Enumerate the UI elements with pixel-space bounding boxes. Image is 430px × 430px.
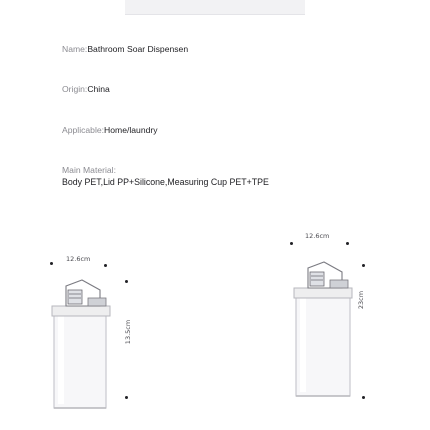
large-dispenser-image xyxy=(290,252,362,402)
small-width-dot-left xyxy=(50,262,53,265)
small-height-dot-top xyxy=(125,280,128,283)
small-height-label: 13.5cm xyxy=(124,319,133,345)
top-image-strip xyxy=(125,0,305,15)
spec-origin-value: China xyxy=(87,84,110,94)
large-height-dot-bottom xyxy=(362,396,365,399)
spec-name-value: Bathroom Soar Dispensen xyxy=(87,44,189,54)
small-lid xyxy=(52,306,110,316)
large-cup xyxy=(330,280,348,288)
spec-name xyxy=(62,44,188,55)
large-width-dot-left xyxy=(290,242,293,245)
large-pump-label xyxy=(310,272,324,286)
spec-name-key: Name: xyxy=(62,44,88,54)
small-bottle-highlight xyxy=(58,316,64,404)
spec-origin-key: Origin: xyxy=(62,84,88,94)
large-height-label: 23cm xyxy=(357,290,366,310)
spec-applicable-value: Home/laundry xyxy=(104,125,158,135)
small-width-label: 12.6cm xyxy=(66,255,91,263)
small-height-dot-bottom xyxy=(125,396,128,399)
small-pump-label xyxy=(68,290,82,304)
large-height-dot-top xyxy=(362,264,365,267)
large-width-label: 12.6cm xyxy=(305,232,330,240)
spec-applicable xyxy=(62,125,158,136)
large-lid xyxy=(294,288,352,298)
large-bottle-highlight xyxy=(300,296,306,392)
spec-applicable-key: Applicable: xyxy=(62,125,105,135)
large-width-dot-right xyxy=(346,242,349,245)
spec-material-key: Main Material: xyxy=(62,165,116,175)
small-width-dot-right xyxy=(104,264,107,267)
small-dispenser-image xyxy=(50,272,124,410)
spec-origin xyxy=(62,84,110,95)
small-cup xyxy=(88,298,106,306)
spec-material-value: Body PET,Lid PP+Silicone,Measuring Cup PET+TPE xyxy=(62,177,269,187)
